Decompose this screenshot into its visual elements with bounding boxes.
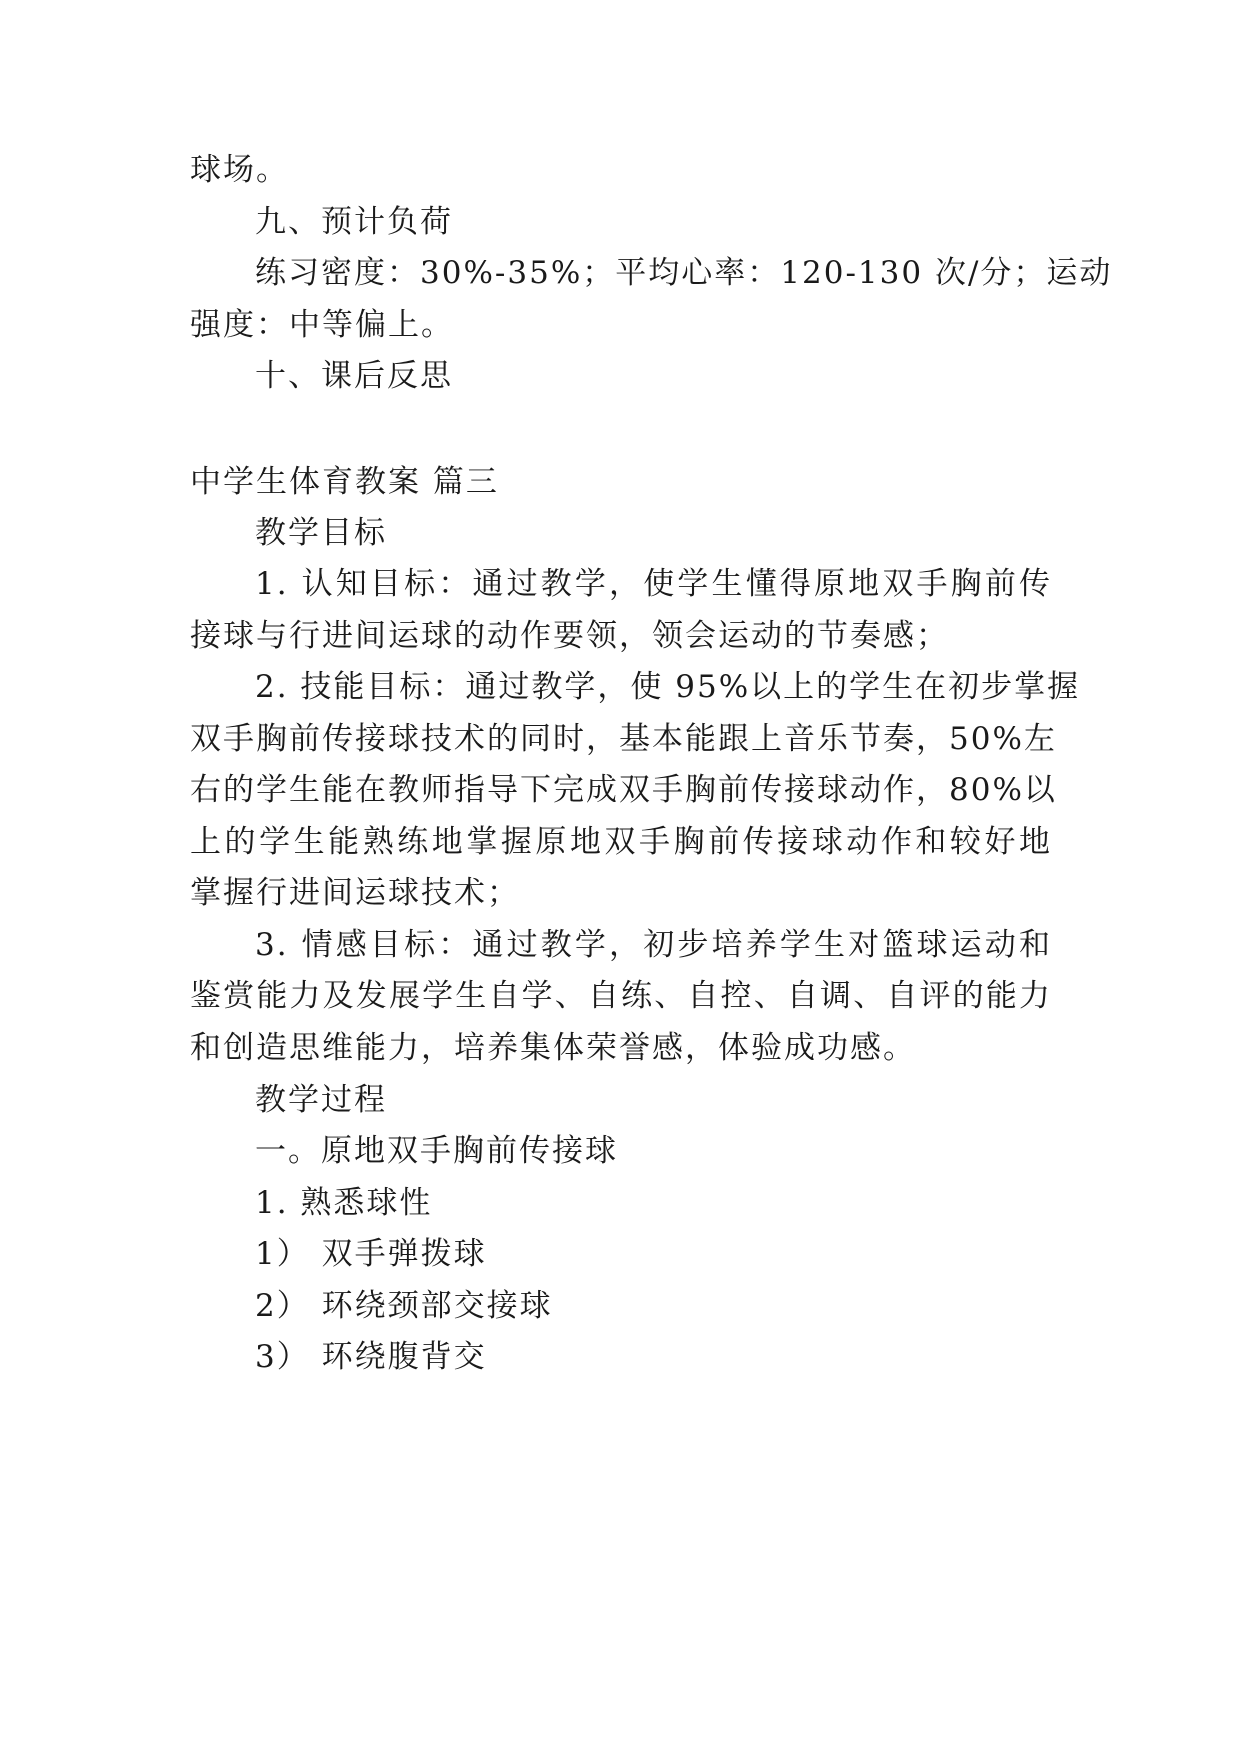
- text-line: 1. 认知目标：通过教学，使学生懂得原地双手胸前传: [255, 566, 1052, 602]
- section-heading: 九、预计负荷: [255, 204, 453, 240]
- document-title: 中学生体育教案 篇三: [190, 464, 499, 500]
- text-line: 上的学生能熟练地掌握原地双手胸前传接球动作和较好地: [190, 824, 1052, 860]
- text-line: 鉴赏能力及发展学生自学、自练、自控、自调、自评的能力: [190, 978, 1052, 1014]
- text-line: 右的学生能在教师指导下完成双手胸前传接球动作，80%以: [190, 772, 1057, 808]
- section-heading: 十、课后反思: [255, 358, 453, 394]
- text-line: 掌握行进间运球技术；: [190, 875, 520, 911]
- text-line: 2. 技能目标：通过教学，使 95%以上的学生在初步掌握: [255, 669, 1081, 705]
- text-line: 球场。: [190, 152, 289, 188]
- text-line: 练习密度：30%-35%；平均心率：120-130 次/分；运动: [255, 255, 1113, 291]
- subsection-heading: 一。原地双手胸前传接球: [255, 1133, 618, 1169]
- text-line: 双手胸前传接球技术的同时，基本能跟上音乐节奏，50%左: [190, 721, 1057, 757]
- text-line: 和创造思维能力，培养集体荣誉感，体验成功感。: [190, 1030, 916, 1066]
- section-heading: 教学目标: [255, 515, 387, 551]
- text-line: 强度：中等偏上。: [190, 307, 454, 343]
- list-item: 3） 环绕腹背交: [255, 1339, 487, 1375]
- list-item: 1） 双手弹拨球: [255, 1236, 487, 1272]
- text-line: 3. 情感目标：通过教学，初步培养学生对篮球运动和: [255, 927, 1052, 963]
- list-item: 1. 熟悉球性: [255, 1185, 433, 1221]
- list-item: 2） 环绕颈部交接球: [255, 1288, 553, 1324]
- text-line: 接球与行进间运球的动作要领，领会运动的节奏感；: [190, 618, 949, 654]
- section-heading: 教学过程: [255, 1082, 387, 1118]
